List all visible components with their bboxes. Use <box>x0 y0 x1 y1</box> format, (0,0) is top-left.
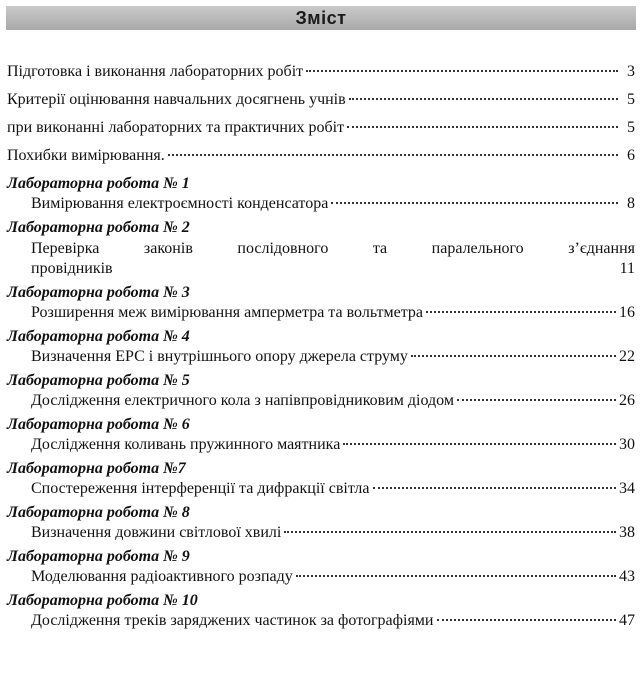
toc-entry-text: Критерії оцінювання навчальних досягнень учнів <box>7 91 346 108</box>
dot-leader <box>343 443 616 445</box>
dot-leader <box>168 154 618 156</box>
toc-lab-9[interactable] <box>7 547 635 587</box>
dot-leader <box>347 126 618 128</box>
toc-lab-10[interactable] <box>7 591 635 631</box>
toc-lab-5[interactable] <box>7 371 635 411</box>
toc-entry-text: Похибки вимірювання. <box>7 147 165 164</box>
lab-title: Моделювання радіоактивного розпаду <box>31 568 293 585</box>
lab-title: Спостереження інтерференції та дифракції світла <box>31 480 370 497</box>
toc-entry-text: Підготовка і виконання лабораторних робіт <box>7 63 304 80</box>
toc-page-number: 8 <box>627 195 635 212</box>
dot-leader <box>411 355 616 357</box>
toc-lab-1[interactable] <box>7 174 635 214</box>
lab-title: Дослідження електричного кола з напівпровідниковим діодом <box>31 392 454 409</box>
toc-entry-preparation[interactable] <box>7 62 635 82</box>
toc-page-number: 22 <box>619 348 635 365</box>
lab-entry <box>7 435 635 455</box>
toc-page-number: 16 <box>619 304 635 321</box>
table-of-contents <box>7 62 635 635</box>
toc-page-number: 34 <box>619 480 635 497</box>
toc-lab-6[interactable] <box>7 415 635 455</box>
title-bar <box>6 6 636 30</box>
toc-entry-criteria[interactable] <box>7 90 635 110</box>
lab-entry <box>7 303 635 323</box>
dot-leader <box>349 98 618 100</box>
lab-heading: Лабораторна робота № 4 <box>7 328 190 345</box>
lab-heading: Лабораторна робота № 1 <box>7 175 190 192</box>
toc-page-number: 26 <box>619 392 635 409</box>
lab-heading: Лабораторна робота № 8 <box>7 504 190 521</box>
toc-lab-7[interactable] <box>7 459 635 499</box>
dot-leader <box>296 575 616 577</box>
blank-leader <box>116 267 617 269</box>
lab-heading: Лабораторна робота №7 <box>7 460 186 477</box>
lab-heading: Лабораторна робота № 5 <box>7 372 190 389</box>
lab-heading: Лабораторна робота № 2 <box>7 219 190 236</box>
toc-page-number: 47 <box>619 612 635 629</box>
dot-leader <box>437 619 617 621</box>
dot-leader <box>457 399 616 401</box>
toc-page-number: 5 <box>627 119 635 136</box>
lab-entry <box>7 567 635 587</box>
toc-entry-errors[interactable] <box>7 146 635 166</box>
toc-page-number: 3 <box>627 63 635 80</box>
page-title: Зміст <box>295 7 347 28</box>
lab-entry <box>7 194 635 214</box>
lab-heading: Лабораторна робота № 6 <box>7 416 190 433</box>
dot-leader <box>373 487 616 489</box>
toc-page-number: 43 <box>619 568 635 585</box>
toc-lab-3[interactable] <box>7 283 635 323</box>
lab-title: Розширення меж вимірювання амперметра та вольтметра <box>31 304 424 321</box>
lab-title: Визначення ЕРС і внутрішнього опору джерела струму <box>31 348 408 365</box>
lab-title: Вимірювання електроємності конденсатора <box>31 195 329 212</box>
dot-leader <box>331 202 618 204</box>
toc-page-number: 38 <box>619 524 635 541</box>
lab-heading: Лабораторна робота № 3 <box>7 284 190 301</box>
toc-lab-4[interactable] <box>7 327 635 367</box>
lab-title: Визначення довжини світлової хвилі <box>31 524 282 541</box>
lab-entry <box>7 391 635 411</box>
toc-lab-8[interactable] <box>7 503 635 543</box>
lab-title: провідників <box>31 260 113 277</box>
lab-entry <box>7 259 635 279</box>
lab-title-line1: Перевірка законів послідовного та паралельного з’єднання <box>31 240 635 257</box>
toc-page-number: 6 <box>627 147 635 164</box>
toc-page-number: 5 <box>627 91 635 108</box>
toc-page-number: 30 <box>619 436 635 453</box>
lab-title: Дослідження коливань пружинного маятника <box>31 436 341 453</box>
dot-leader <box>284 531 616 533</box>
lab-entry <box>7 347 635 367</box>
lab-entry <box>7 611 635 631</box>
lab-title: Дослідження треків заряджених частинок за фотографіями <box>31 612 434 629</box>
lab-entry <box>7 479 635 499</box>
lab-heading: Лабораторна робота № 10 <box>7 592 198 609</box>
toc-entry-criteria-continued[interactable] <box>7 118 635 138</box>
lab-entry <box>7 523 635 543</box>
dot-leader <box>426 311 616 313</box>
toc-entry-text: при виконанні лабораторних та практичних робіт <box>7 119 345 136</box>
toc-page-number: 11 <box>619 260 635 277</box>
toc-lab-2[interactable] <box>7 218 635 279</box>
lab-heading: Лабораторна робота № 9 <box>7 548 190 565</box>
dot-leader <box>306 70 618 72</box>
